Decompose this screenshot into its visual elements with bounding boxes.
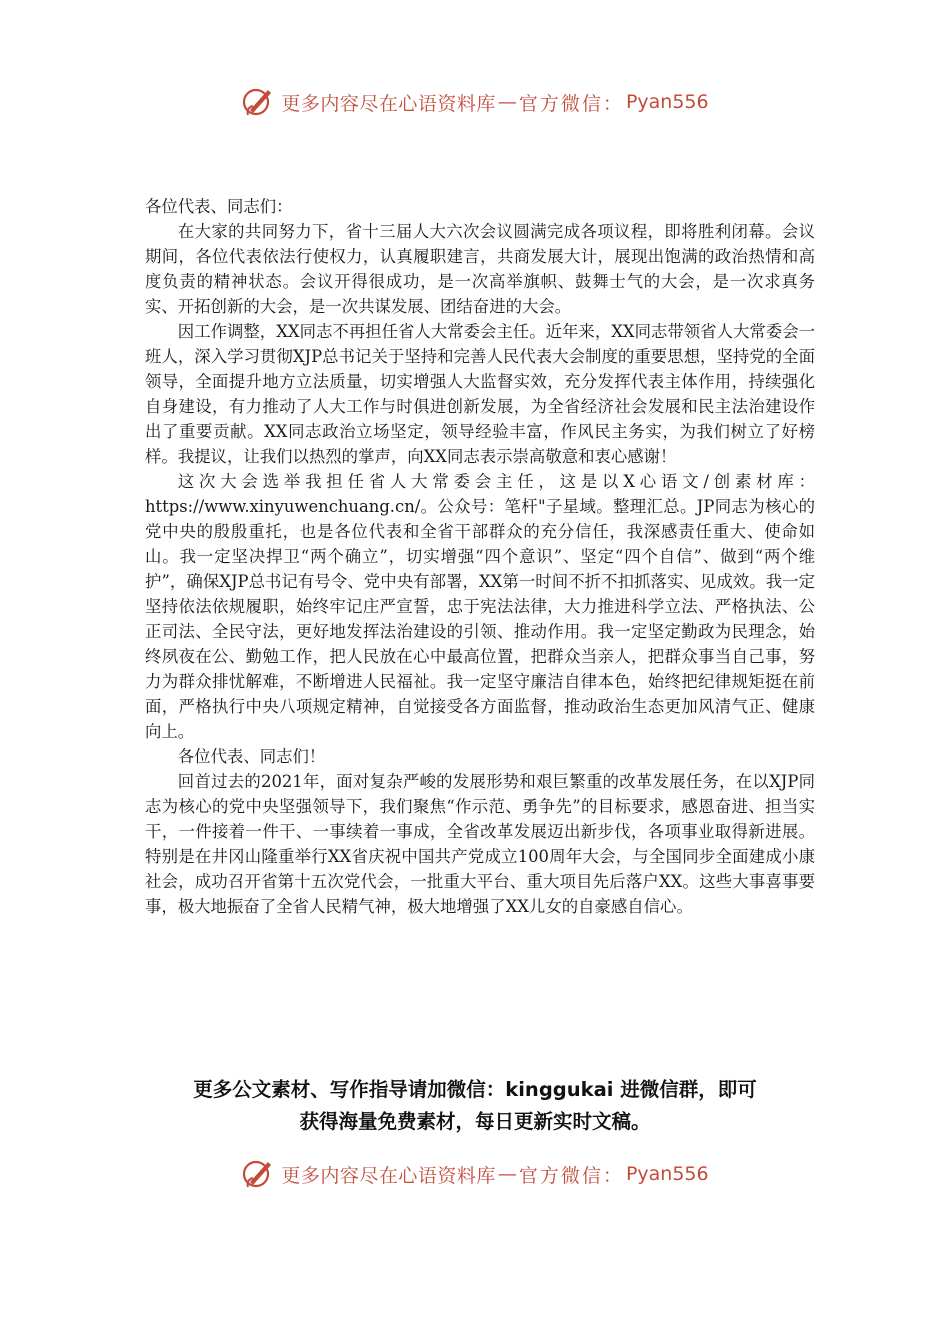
watermark-label: 官方微信：: [518, 92, 624, 115]
promo-line: 获得海量免费素材，每日更新实时文稿。: [299, 1110, 651, 1133]
promo-line: 更多公文素材、写作指导请加微信：kinggukai 进微信群，即可: [193, 1078, 757, 1101]
document-body: [145, 194, 815, 919]
watermark-account: Pyan556: [625, 91, 709, 113]
paragraph: 这次大会选举我担任省人大常委会主任，这是以X心语文/创素材库：https://www.xinyuwenchuang.cn/。公众号：笔杆"子星域。整理汇总。JP同志为核心的党中央的殷殷重托，也是各位代表和全省干部群众的充分信任，我深感责任重大、使命如山。我一定坚决捍卫“两个确立”，切实增强“四个意识”、坚定“四个自信”、做到“两个维护”，确保XJP总书记有号令、党中央有部署，XX第一时间不折不扣抓落实、见成效。我一定坚持依法依规履职，始终牢记庄严宣誓，忠于宪法法律，大力推进科学立法、严格执法、公正司法、全民守法，更好地发挥法治建设的引领、推动作用。我一定坚定勤政为民理念，始终夙夜在公、勤勉工作，把人民放在心中最高位置，把群众当亲人，把群众事当自己事，努力为群众排忧解难，不断增进人民福祉。我一定坚守廉洁自律本色，始终把纪律规矩挺在前面，严格执行中央八项规定精神，自觉接受各方面监督，推动政治生态更加风清气正、健康向上。: [145, 472, 815, 741]
paragraph: 回首过去的2021年，面对复杂严峻的发展形势和艰巨繁重的改革发展任务，在以XJP同志为核心的党中央坚强领导下，我们聚焦“作示范、勇争先”的目标要求，感恩奋进、担当实干，一件接着一件干、一事续着一事成，全省改革发展迈出新步伐，各项事业取得新进展。特别是在井冈山隆重举行XX省庆祝中国共产党成立100周年大会，与全国同步全面建成小康社会，成功召开省第十五次党代会，一批重大平台、重大项目先后落户XX。这些大事喜事要事，极大地振奋了全省人民精气神，极大地增强了XX儿女的自豪感自信心。: [145, 772, 815, 916]
pen-logo-icon: [241, 1156, 277, 1192]
watermark-brand: 更多内容尽在心语资料库: [281, 1164, 496, 1187]
watermark-account: Pyan556: [625, 1163, 709, 1185]
watermark-label: 官方微信：: [518, 1164, 624, 1187]
watermark-brand: 更多内容尽在心语资料库: [281, 92, 496, 115]
promo-block: [0, 1074, 950, 1138]
paragraph: 因工作调整，XX同志不再担任省人大常委会主任。近年来，XX同志带领省人大常委会一班人，深入学习贯彻XJP总书记关于坚持和完善人民代表大会制度的重要思想，坚持党的全面领导，全面提升地方立法质量，切实增强人大监督实效，充分发挥代表主体作用，持续强化自身建设，有力推动了人大工作与时俱进创新发展，为全省经济社会发展和民主法治建设作出了重要贡献。XX同志政治立场坚定，领导经验丰富，作风民主务实，为我们树立了好榜样。我提议，让我们以热烈的掌声，向XX同志表示崇高敬意和衷心感谢！: [145, 322, 815, 466]
salutation: 各位代表、同志们！: [177, 747, 326, 766]
watermark-footer: [0, 1152, 950, 1196]
watermark-dash: —: [497, 1163, 517, 1185]
pen-logo-icon: [241, 84, 277, 120]
watermark-header: [0, 80, 950, 124]
paragraph: 在大家的共同努力下，省十三届人大六次会议圆满完成各项议程，即将胜利闭幕。会议期间，各位代表依法行使权力，认真履职建言，共商发展大计，展现出饱满的政治热情和高度负责的精神状态。会议开得很成功，是一次高举旗帜、鼓舞士气的大会，是一次求真务实、开拓创新的大会，是一次共谋发展、团结奋进的大会。: [145, 222, 815, 316]
salutation: 各位代表、同志们：: [145, 197, 293, 216]
watermark-dash: —: [497, 91, 517, 113]
